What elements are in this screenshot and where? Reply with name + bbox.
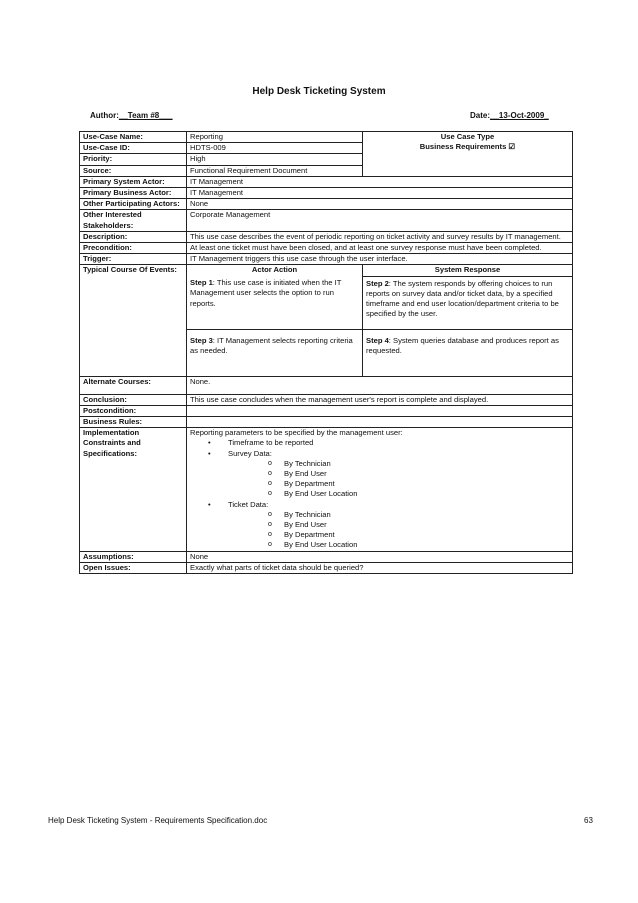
implementation-label: Implementation Constraints and Specifications: (80, 428, 187, 551)
business-rules-label: Business Rules: (80, 417, 187, 428)
postcondition-label: Postcondition: (80, 405, 187, 416)
row-primary-system-actor (80, 176, 573, 187)
survey-item: o By End User Location (284, 489, 569, 499)
ticket-item: o By End User (284, 520, 569, 530)
step-2-cell (363, 276, 573, 329)
author-line (90, 111, 173, 120)
conclusion-value: This use case concludes when the management user's report is complete and displayed. (187, 394, 573, 405)
document-title: Help Desk Ticketing System (252, 86, 386, 97)
step-2-text: : The system responds by offering choices to run reports on survey data and/or ticket data, by a specified timeframe and end user location/department criteria to be specified by the user. (366, 278, 559, 319)
ticket-data-sublist (228, 510, 569, 551)
author-value: __Team #8___ (118, 111, 173, 120)
use-case-type-value: Business Requirements ☑ (419, 142, 516, 152)
description-value: This use case describes the event of periodic reporting on ticket activity and survey results by IT management. (187, 231, 573, 242)
assumptions-value: None (187, 551, 573, 562)
step-1-text: : This use case is initiated when the IT Management user selects the option to run reports. (190, 278, 342, 308)
use-case-type-heading: Use Case Type (440, 132, 495, 141)
date-label: Date: (470, 111, 491, 120)
implementation-intro: Reporting parameters to be specified by the management user: (190, 428, 403, 438)
other-interested-label: Other Interested Stakeholders: (80, 210, 187, 231)
row-business-rules (80, 417, 573, 428)
alternate-courses-label: Alternate Courses: (80, 376, 187, 394)
use-case-type-box (363, 132, 573, 177)
trigger-label: Trigger: (80, 254, 187, 265)
precondition-label: Precondition: (80, 243, 187, 254)
source-value: Functional Requirement Document (187, 165, 363, 176)
use-case-id-label: Use-Case ID: (80, 143, 187, 154)
other-interested-value: Corporate Management (187, 210, 573, 231)
other-participating-label: Other Participating Actors: (80, 199, 187, 210)
use-case-table (79, 131, 573, 574)
step-4-text: : System queries database and produces report as requested. (366, 335, 559, 355)
row-description (80, 231, 573, 242)
primary-business-actor-value: IT Management (187, 188, 573, 199)
implementation-value (187, 428, 573, 551)
other-participating-value: None (187, 199, 573, 210)
source-label: Source: (80, 165, 187, 176)
priority-value: High (187, 154, 363, 165)
primary-system-actor-value: IT Management (187, 176, 573, 187)
row-open-issues (80, 562, 573, 573)
step-1-label: Step 1 (190, 278, 213, 288)
description-label: Description: (80, 231, 187, 242)
step-2-label: Step 2 (366, 278, 389, 288)
row-other-participating (80, 199, 573, 210)
row-assumptions (80, 551, 573, 562)
date-line (470, 111, 549, 120)
postcondition-value (187, 405, 573, 416)
precondition-value: At least one ticket must have been closed, and at least one survey response must have been completed. (187, 243, 573, 254)
ticket-data-item (228, 500, 569, 551)
primary-system-actor-label: Primary System Actor: (80, 176, 187, 187)
step-3-label: Step 3 (190, 335, 213, 345)
row-conclusion (80, 394, 573, 405)
ticket-item: o By Technician (284, 510, 569, 520)
timeframe-item: • Timeframe to be reported (228, 438, 569, 448)
use-case-name-label: Use-Case Name: (80, 132, 187, 143)
row-use-case-name (80, 132, 573, 143)
ticket-item: o By Department (284, 530, 569, 540)
business-rules-value (187, 417, 573, 428)
survey-data-label: Survey Data: (228, 448, 272, 458)
typical-course-label: Typical Course Of Events: (80, 265, 187, 376)
primary-business-actor-label: Primary Business Actor: (80, 188, 187, 199)
priority-label: Priority: (80, 154, 187, 165)
footer-document-name: Help Desk Ticketing System - Requirements Specification.doc (48, 816, 268, 825)
assumptions-label: Assumptions: (80, 551, 187, 562)
step-1-cell (187, 276, 363, 329)
row-alternate-courses (80, 376, 573, 394)
system-response-heading: System Response (363, 265, 573, 276)
survey-data-item (228, 449, 569, 500)
row-typical-course-header (80, 265, 573, 276)
row-precondition (80, 243, 573, 254)
row-postcondition (80, 405, 573, 416)
trigger-value: IT Management triggers this use case through the user interface. (187, 254, 573, 265)
conclusion-label: Conclusion: (80, 394, 187, 405)
author-label: Author: (90, 111, 119, 120)
row-primary-business-actor (80, 188, 573, 199)
implementation-list (190, 438, 569, 550)
date-value: __13-Oct-2009_ (490, 111, 549, 120)
use-case-name-value: Reporting (187, 132, 363, 143)
footer-page-number: 63 (584, 816, 593, 825)
step-4-label: Step 4 (366, 335, 389, 345)
survey-item: o By Department (284, 479, 569, 489)
actor-action-heading: Actor Action (187, 265, 363, 276)
survey-item: o By Technician (284, 459, 569, 469)
alternate-courses-value: None. (187, 376, 573, 394)
row-other-interested (80, 210, 573, 231)
row-implementation (80, 428, 573, 551)
step-4-cell (363, 329, 573, 376)
survey-item: o By End User (284, 469, 569, 479)
open-issues-label: Open Issues: (80, 562, 187, 573)
step-3-text: : IT Management selects reporting criteria as needed. (190, 335, 353, 355)
row-trigger (80, 254, 573, 265)
open-issues-value: Exactly what parts of ticket data should be queried? (187, 562, 573, 573)
use-case-id-value: HDTS-009 (187, 143, 363, 154)
step-3-cell (187, 329, 363, 376)
ticket-data-label: Ticket Data: (228, 499, 269, 509)
ticket-item: o By End User Location (284, 540, 569, 550)
survey-data-sublist (228, 459, 569, 500)
